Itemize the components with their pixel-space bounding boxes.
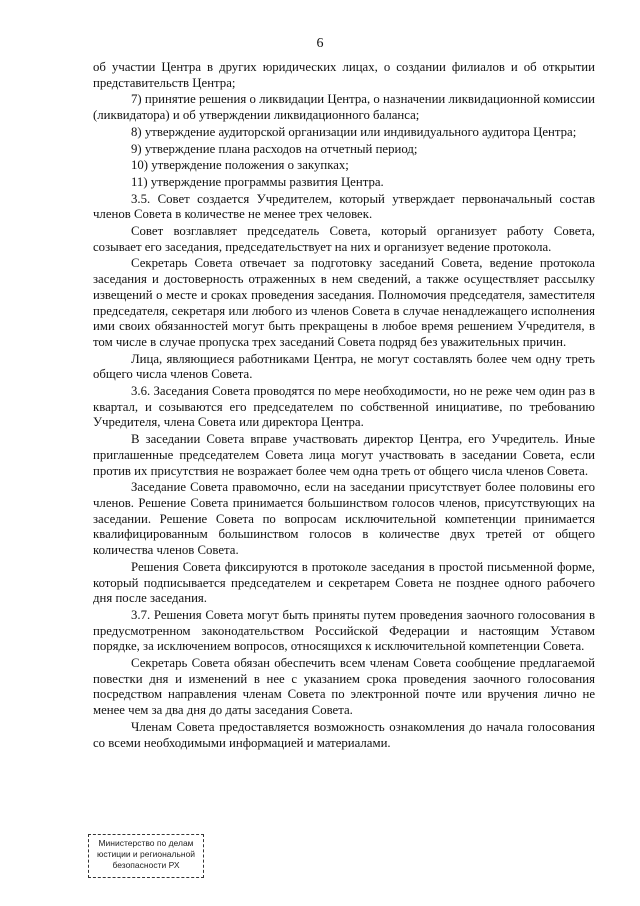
page-number: 6 <box>316 36 324 51</box>
paragraph: Секретарь Совета отвечает за подготовку заседаний Совета, ведение протокола заседания и достоверность отраженных в нем сведений, а также осуществляет рассылку извещений о месте и сроках проведения заседания. Полномочия председателя, заместителя председателя, секретаря или любого из членов Совета в случае ненадлежащего исполнения ими своих обязанностей могут быть прекращены в любое время решением Учредителя, в том числе в случае пропуска трех заседаний Совета подряд без уважительных причин. <box>93 256 595 349</box>
list-item: 11) утверждение программы развития Центра. <box>131 174 384 189</box>
list-item: 8) утверждение аудиторской организации или индивидуального аудитора Центра; <box>131 124 577 139</box>
list-item: 9) утверждение плана расходов на отчетный период; <box>131 141 418 156</box>
ministry-stamp <box>88 834 204 878</box>
paragraph: Членам Совета предоставляется возможность ознакомления до начала голосования со всеми необходимыми информацией и материалами. <box>93 719 595 750</box>
document-body <box>93 60 595 752</box>
paragraph: 3.7. Решения Совета могут быть приняты путем проведения заочного голосования в предусмотренном законодательством Российской Федерации и настоящим Уставом порядке, за исключением вопросов, относящихся к исключительной компетенции Совета. <box>93 607 595 654</box>
paragraph: Лица, являющиеся работниками Центра, не могут составлять более чем одну треть общего числа членов Совета. <box>93 351 595 382</box>
paragraph: Решения Совета фиксируются в протоколе заседания в простой письменной форме, который подписывается председателем и секретарем Совета не позднее одного рабочего дня после заседания. <box>93 559 595 606</box>
stamp-line: безопасности РХ <box>112 860 180 870</box>
stamp-line: Министерство по делам <box>98 838 194 848</box>
list-item: 7) принятие решения о ликвидации Центра, о назначении ликвидационной комиссии (ликвидатора) и об утверждении ликвидационного баланса; <box>93 92 595 123</box>
paragraph: Совет возглавляет председатель Совета, который организует работу Совета, созывает его заседания, председательствует на них и организует ведение протокола. <box>93 224 595 254</box>
paragraph: Секретарь Совета обязан обеспечить всем членам Совета сообщение предлагаемой повестки дня и изменений в нее с указанием срока проведения заочного голосования посредством направления членам Совета по электронной почте или вручения лично не менее чем за два дня до даты заседания Совета. <box>93 656 595 718</box>
paragraph: 3.6. Заседания Совета проводятся по мере необходимости, но не реже чем один раз в квартал, и созываются его председателем по собственной инициативе, по требованию Учредителя, члена Совета или директора Центра. <box>93 384 595 430</box>
stamp-line: юстиции и региональной <box>96 849 196 859</box>
paragraph: об участии Центра в других юридических лицах, о создании филиалов и об открытии представительств Центра; <box>93 60 595 90</box>
paragraph: В заседании Совета вправе участвовать директор Центра, его Учредитель. Иные приглашенные председателем Совета лица могут участвовать в заседании Совета, если против их присутствия не возражает более чем одна треть от общего числа членов Совета. <box>93 432 595 478</box>
paragraph: 3.5. Совет создается Учредителем, который утверждает первоначальный состав членов Совета в количестве не менее трех человек. <box>93 191 595 222</box>
paragraph: Заседание Совета правомочно, если на заседании присутствует более половины его членов. Решение Совета принимается большинством голосов членов, присутствующих на заседании. Решение Совета по вопросам исключительной компетенции принимается квалифицированным большинством голосов в количестве двух третей от общего количества членов Совета. <box>93 480 595 558</box>
list-item: 10) утверждение положения о закупках; <box>131 158 349 173</box>
